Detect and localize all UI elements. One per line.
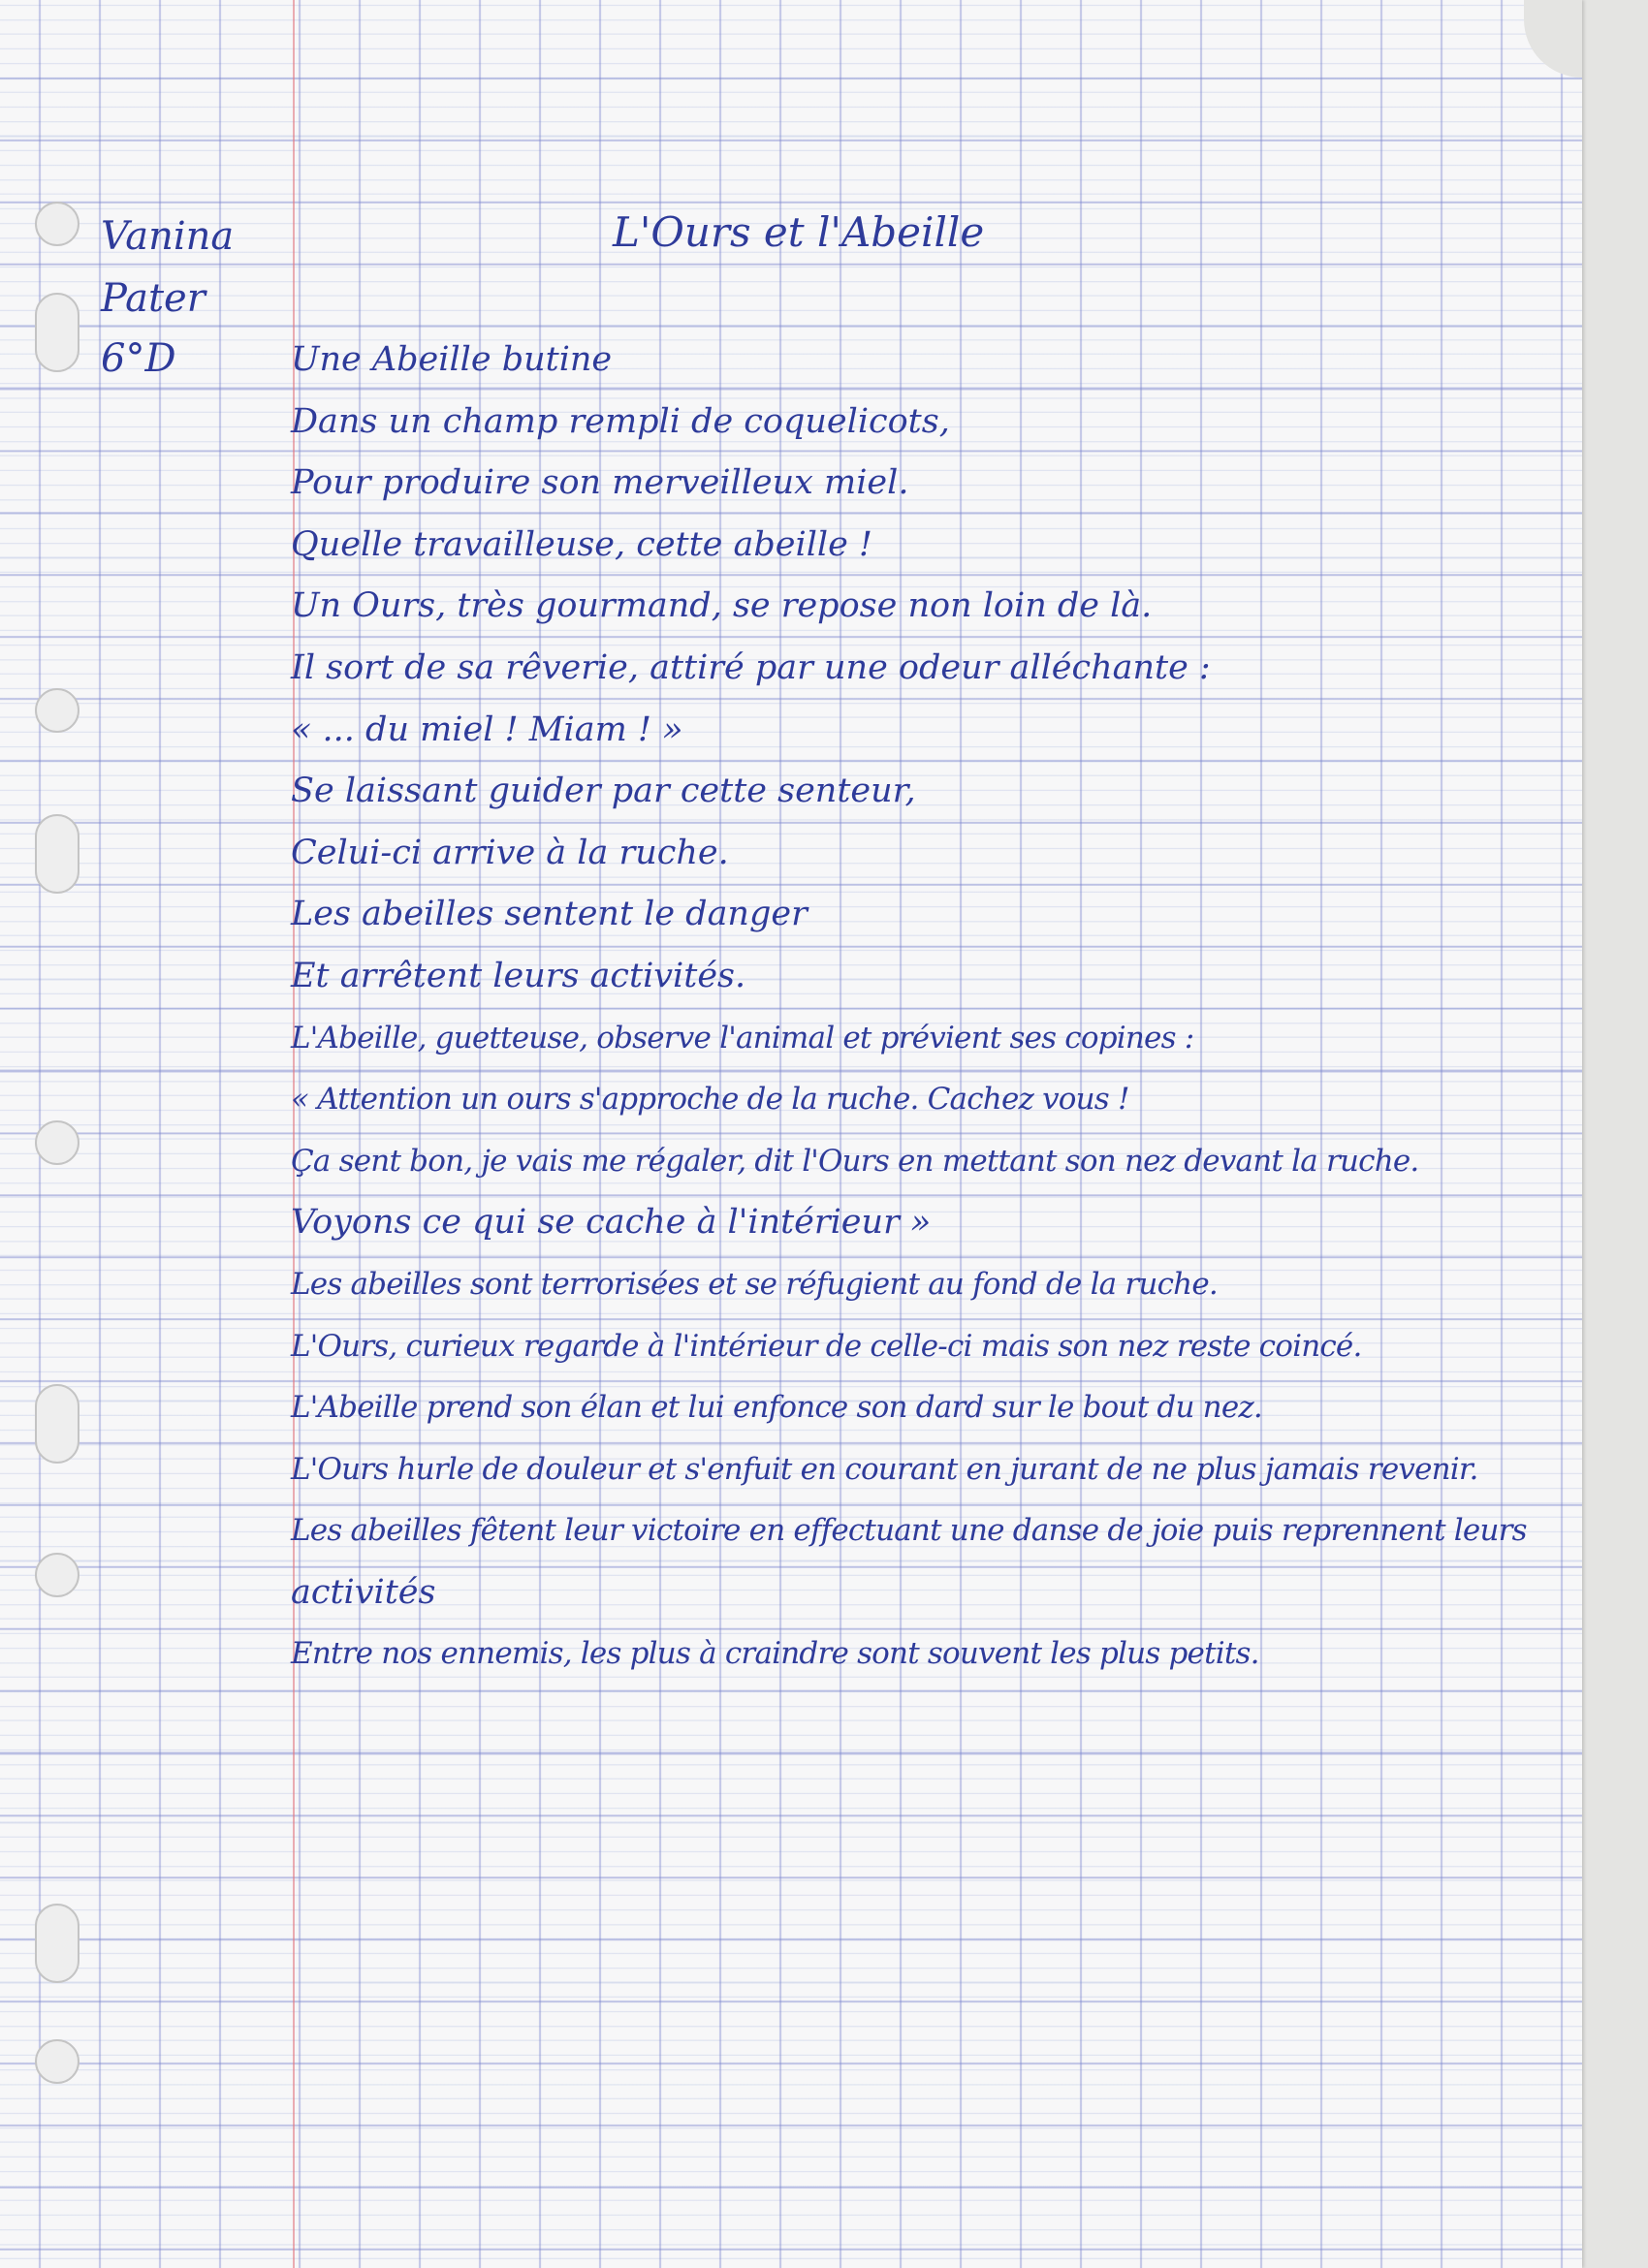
poem-line: Entre nos ennemis, les plus à craindre sont souvent les plus petits. — [291, 1636, 1259, 1672]
poem-line: Un Ours, très gourmand, se repose non loin de là. — [291, 586, 1153, 626]
punch-hole — [35, 202, 79, 246]
author-last-name: Pater — [101, 276, 206, 321]
author-first-name: Vanina — [101, 214, 235, 259]
page-corner — [1524, 0, 1582, 78]
poem-line: Les abeilles fêtent leur victoire en effectuant une danse de joie puis reprennent leurs — [291, 1513, 1527, 1549]
poem-line: Celui-ci arrive à la ruche. — [291, 833, 729, 872]
poem-line: Les abeilles sentent le danger — [291, 895, 808, 934]
punch-hole — [35, 1553, 79, 1597]
poem-line: « ... du miel ! Miam ! » — [291, 709, 683, 749]
punch-hole — [35, 688, 79, 733]
poem-line: Les abeilles sont terrorisées et se réfugient au fond de la ruche. — [291, 1266, 1218, 1302]
poem — [291, 330, 1527, 1685]
poem-line: L'Abeille, guetteuse, observe l'animal et prévient ses copines : — [291, 1020, 1194, 1055]
poem-line: Ça sent bon, je vais me régaler, dit l'Ours en mettant son nez devant la ruche. — [291, 1143, 1419, 1179]
punch-hole — [35, 1904, 79, 1983]
poem-line: Dans un champ rempli de coquelicots, — [291, 401, 950, 441]
poem-line: Voyons ce qui se cache à l'intérieur » — [291, 1203, 932, 1243]
poem-line: « Attention un ours s'approche de la ruche. Cachez vous ! — [291, 1082, 1129, 1118]
poem-line: L'Ours hurle de douleur et s'enfuit en courant en jurant de ne plus jamais revenir. — [291, 1451, 1478, 1487]
poem-line: L'Ours, curieux regarde à l'intérieur de celle-ci mais son nez reste coincé. — [291, 1328, 1362, 1364]
punch-hole — [35, 1384, 79, 1464]
author-class: 6°D — [101, 336, 176, 381]
poem-line: activités — [291, 1572, 436, 1612]
punch-hole — [35, 1120, 79, 1165]
poem-line: Et arrêtent leurs activités. — [291, 956, 746, 995]
poem-line: Il sort de sa rêverie, attiré par une odeur alléchante : — [291, 647, 1211, 687]
page-title: L'Ours et l'Abeille — [613, 208, 985, 256]
poem-line: Quelle travailleuse, cette abeille ! — [291, 524, 872, 564]
punch-hole — [35, 814, 79, 894]
poem-line: L'Abeille prend son élan et lui enfonce son dard sur le bout du nez. — [291, 1390, 1262, 1426]
poem-line: Pour produire son merveilleux miel. — [291, 463, 909, 503]
punch-hole — [35, 293, 79, 372]
poem-line: Se laissant guider par cette senteur, — [291, 772, 916, 811]
poem-line: Une Abeille butine — [291, 340, 613, 379]
punch-hole — [35, 2039, 79, 2084]
